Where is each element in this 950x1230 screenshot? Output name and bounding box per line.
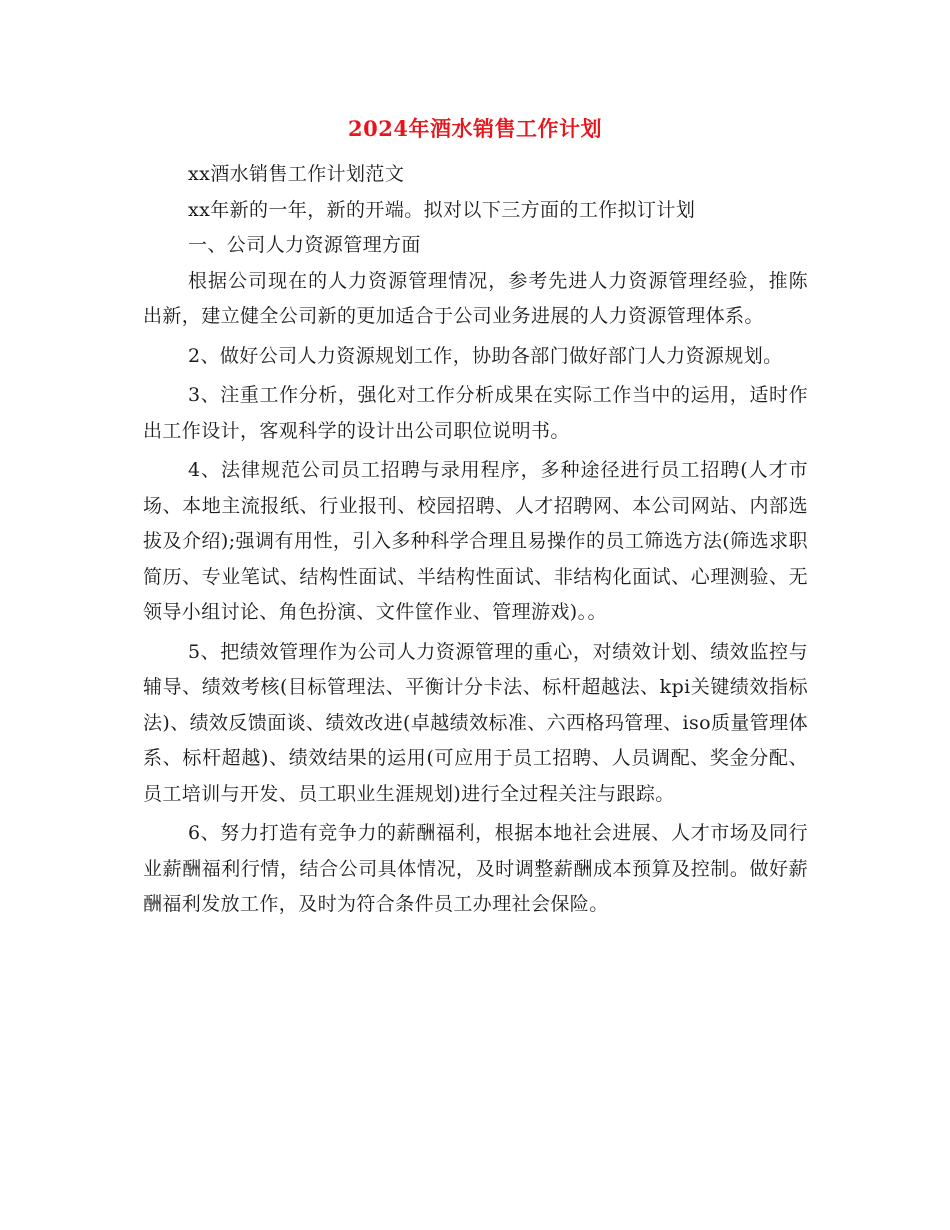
paragraph-job-analysis: 3、注重工作分析，强化对工作分析成果在实际工作当中的运用，适时作出工作设计，客观科学的设计出公司职位说明书。 (143, 384, 808, 442)
paragraph-hr-system: 根据公司现在的人力资源管理情况，参考先进人力资源管理经验，推陈出新，建立健全公司新的更加适合于公司业务进展的人力资源管理体系。 (143, 269, 808, 327)
section-heading-hr: 一、公司人力资源管理方面 (188, 234, 421, 256)
paragraph-hr-planning: 2、做好公司人力资源规划工作，协助各部门做好部门人力资源规划。 (188, 344, 783, 367)
paragraph-recruitment: 4、法律规范公司员工招聘与录用程序，多种途径进行员工招聘(人才市场、本地主流报纸、行业报刊、校园招聘、人才招聘网、本公司网站、内部选拔及介绍);强调有用性，引入多种科学合理且易操作的员工筛选方法(筛选求职简历、专业笔试、结构性面试、半结构性面试、非结构化面试、心理测验、无领导小组讨论、角色扮演、文件筐作业、管理游戏)。。 (143, 459, 808, 623)
intro-line-sample: xx酒水销售工作计划范文 (188, 163, 405, 185)
paragraph-performance: 5、把绩效管理作为公司人力资源管理的重心，对绩效计划、绩效监控与辅导、绩效考核(目标管理法、平衡计分卡法、标杆超越法、kpi关键绩效指标法)、绩效反馈面谈、绩效改进(卓越绩效标准、六西格玛管理、iso质量管理体系、标杆超越)、绩效结果的运用(可应用于员工招聘、人员调配、奖金分配、员工培训与开发、员工职业生涯规划)进行全过程关注与跟踪。 (143, 640, 808, 805)
document-title: 2024年酒水销售工作计划 (348, 116, 602, 141)
document-body (143, 157, 808, 927)
paragraph-compensation: 6、努力打造有竞争力的薪酬福利，根据本地社会进展、人才市场及同行业薪酬福利行情，结合公司具体情况，及时调整薪酬成本预算及控制。做好薪酬福利发放工作，及时为符合条件员工办理社会保险。 (143, 822, 808, 915)
intro-line-new-year: xx年新的一年，新的开端。拟对以下三方面的工作拟订计划 (188, 198, 696, 221)
